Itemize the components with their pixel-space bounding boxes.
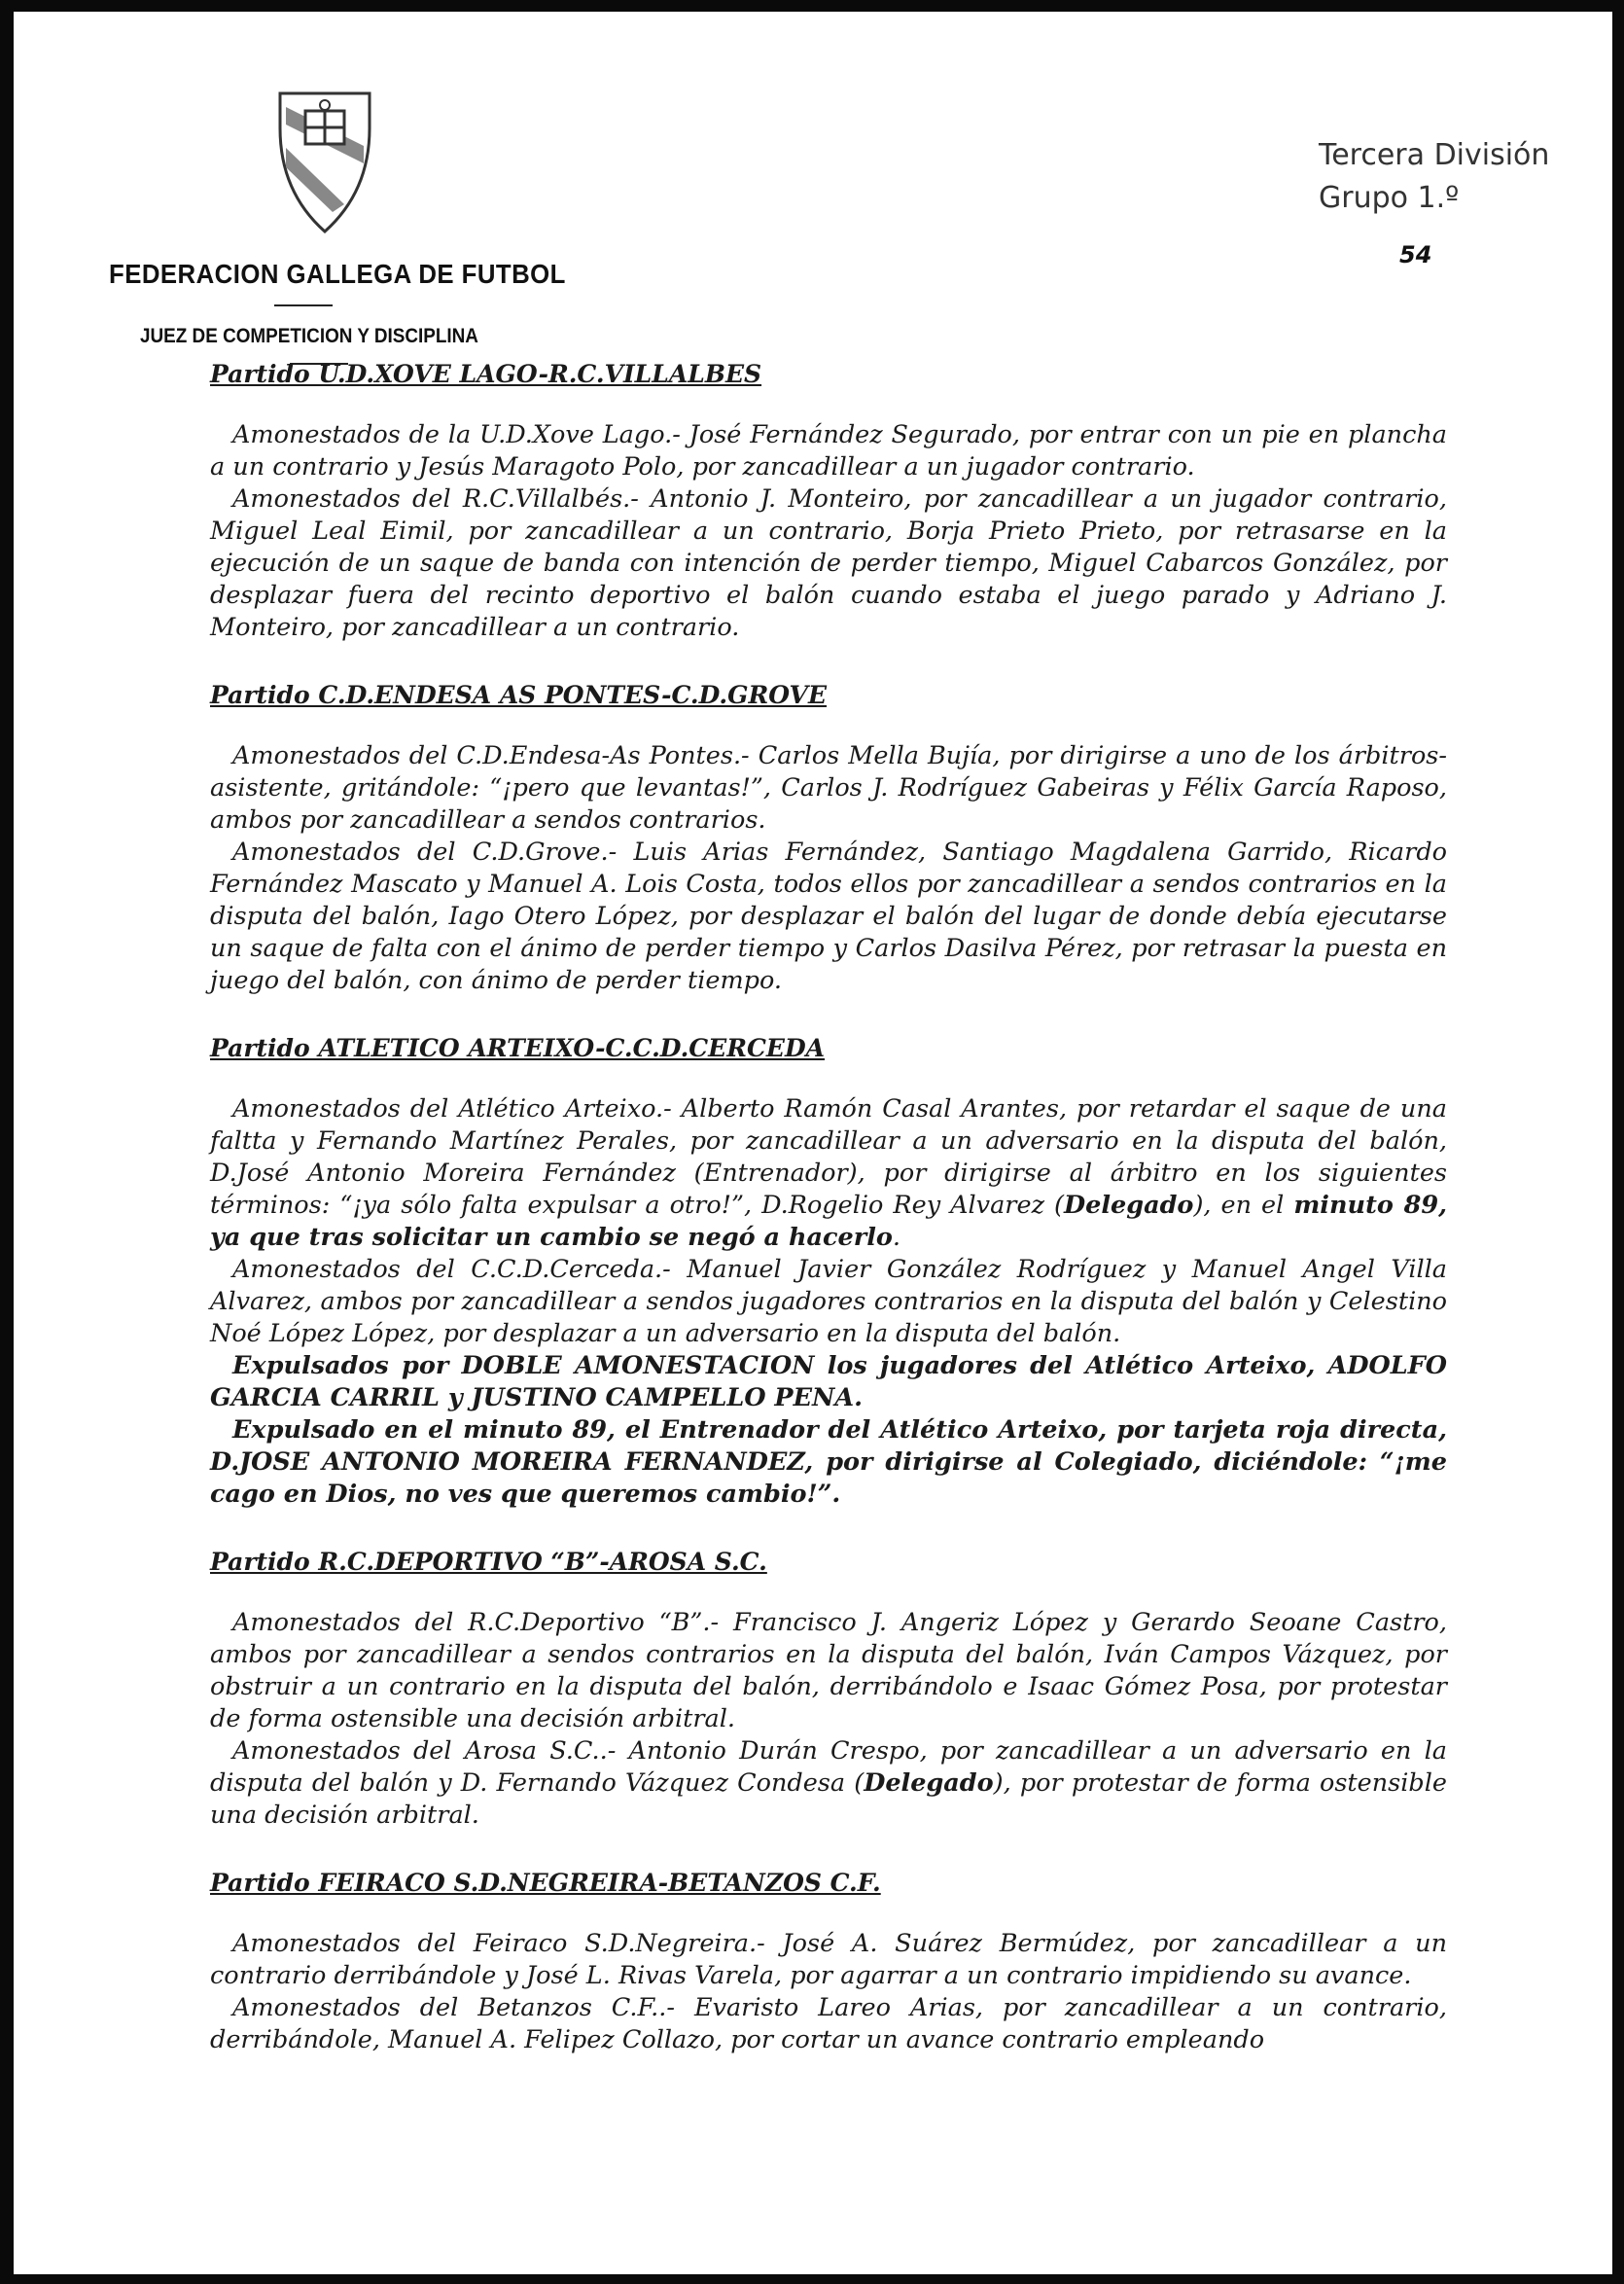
text-run: . [892, 1223, 901, 1252]
division-name: Tercera División [1319, 138, 1550, 172]
match-section [210, 679, 1447, 997]
bold-text: Delegado [1063, 1191, 1194, 1220]
document-body [210, 358, 1447, 2091]
match-title: Partido ATLETICO ARTEIXO-C.C.D.CERCEDA [210, 1034, 826, 1062]
document-page [14, 12, 1612, 2274]
match-section [210, 358, 1447, 644]
paragraph [210, 1093, 1447, 1254]
division-label [1319, 134, 1549, 220]
expulsion-paragraph: Expulsados por DOBLE AMONESTACION los jugadores del Atlético Arteixo, ADOLFO GARCIA CARRIL y JUSTINO CAMPELLO PENA. [210, 1351, 1447, 1412]
match-section [210, 1867, 1447, 2056]
bold-text: Delegado [864, 1768, 994, 1798]
text-run: Amonestados del Arosa S.C..- Antonio Durán Crespo, por zancadillear a un adversario en la disputa del balón y D. Fernando Vázquez Condesa ( [210, 1736, 1447, 1798]
paragraph: Amonestados del C.D.Grove.- Luis Arias Fernández, Santiago Magdalena Garrido, Ricardo Fernández Mascato y Manuel A. Lois Costa, todos ellos por zancadillear a sendos contrarios en la disputa del balón, Iago Otero López, por desplazar el balón del lugar de donde debía ejecutarse un saque de falta con el ánimo de perder tiempo y Carlos Dasilva Pérez, por retrasar la puesta en juego del balón, con ánimo de perder tiempo. [210, 838, 1447, 995]
match-title: Partido R.C.DEPORTIVO “B”-AROSA S.C. [210, 1548, 767, 1576]
match-title: Partido C.D.ENDESA AS PONTES-C.D.GROVE [210, 681, 828, 709]
divider [274, 304, 333, 306]
group-name: Grupo 1.º [1319, 181, 1460, 215]
page-number: 54 [1399, 241, 1432, 268]
paragraph [210, 1735, 1447, 1832]
federation-name: FEDERACION GALLEGA DE FUTBOL [109, 259, 566, 289]
match-section [210, 1546, 1447, 1832]
paragraph: Amonestados del R.C.Deportivo “B”.- Francisco J. Angeriz López y Gerardo Seoane Castro, ambos por zancadillear a sendos contrarios en la disputa del balón, Iván Campos Vázquez, por obstruir a un contrario en la disputa del balón, derribándolo e Isaac Gómez Posa, por protestar de forma ostensible una decisión arbitral. [210, 1608, 1447, 1733]
bold-text: minuto 89, ya que tras solicitar un cambio se negó a hacerlo [210, 1191, 1448, 1252]
text-run: Amonestados del Atlético Arteixo.- Alberto Ramón Casal Arantes, por retardar el saque de una faltta y Fernando Martínez Perales, por zancadillear a un adversario en la disputa del balón, D.José Antonio Moreira Fernández (Entrenador), por dirigirse al árbitro en los siguientes términos: “¡ya sólo falta expulsar a otro!”, D.Rogelio Rey Alvarez ( [210, 1094, 1447, 1220]
text-run: ), en el [1193, 1191, 1285, 1220]
paragraph: Amonestados del C.D.Endesa-As Pontes.- Carlos Mella Bujía, por dirigirse a uno de los árbitros-asistente, gritándole: “¡pero que levantas!”, Carlos J. Rodríguez Gabeiras y Félix García Raposo, ambos por zancadillear a sendos contrarios. [210, 741, 1447, 835]
match-title: Partido FEIRACO S.D.NEGREIRA-BETANZOS C.F. [210, 1869, 881, 1897]
paragraph: Amonestados del Betanzos C.F..- Evaristo Lareo Arias, por zancadillear a un contrario, derribándole, Manuel A. Felipez Collazo, por cortar un avance contrario empleando [210, 1993, 1447, 2054]
federation-crest-icon [276, 89, 373, 235]
paragraph: Amonestados del Feiraco S.D.Negreira.- José A. Suárez Bermúdez, por zancadillear a un contrario derribándole y José L. Rivas Varela, por agarrar a un contrario impidiendo su avance. [210, 1929, 1447, 1990]
match-section [210, 1032, 1447, 1511]
expulsion-paragraph: Expulsado en el minuto 89, el Entrenador del Atlético Arteixo, por tarjeta roja directa, D.JOSE ANTONIO MOREIRA FERNANDEZ, por dirigirse al Colegiado, diciéndole: “¡me cago en Dios, no ves que queremos cambio!”. [210, 1415, 1447, 1509]
match-title: Partido U.D.XOVE LAGO-R.C.VILLALBES [210, 360, 762, 388]
paragraph: Amonestados del C.C.D.Cerceda.- Manuel Javier González Rodríguez y Manuel Angel Villa Alvarez, ambos por zancadillear a sendos jugadores contrarios en la disputa del balón y Celestino Noé López López, por desplazar a un adversario en la disputa del balón. [210, 1255, 1447, 1348]
committee-name: JUEZ DE COMPETICION Y DISCIPLINA [140, 325, 478, 347]
text-run: ), por protestar de forma ostensible una decisión arbitral. [210, 1768, 1447, 1830]
paragraph: Amonestados de la U.D.Xove Lago.- José Fernández Segurado, por entrar con un pie en plancha a un contrario y Jesús Maragoto Polo, por zancadillear a un jugador contrario. [210, 420, 1447, 482]
paragraph: Amonestados del R.C.Villalbés.- Antonio J. Monteiro, por zancadillear a un jugador contrario, Miguel Leal Eimil, por zancadillear a un contrario, Borja Prieto Prieto, por retrasarse en la ejecución de un saque de banda con intención de perder tiempo, Miguel Cabarcos González, por desplazar fuera del recinto deportivo el balón cuando estaba el juego parado y Adriano J. Monteiro, por zancadillear a un contrario. [210, 484, 1447, 642]
